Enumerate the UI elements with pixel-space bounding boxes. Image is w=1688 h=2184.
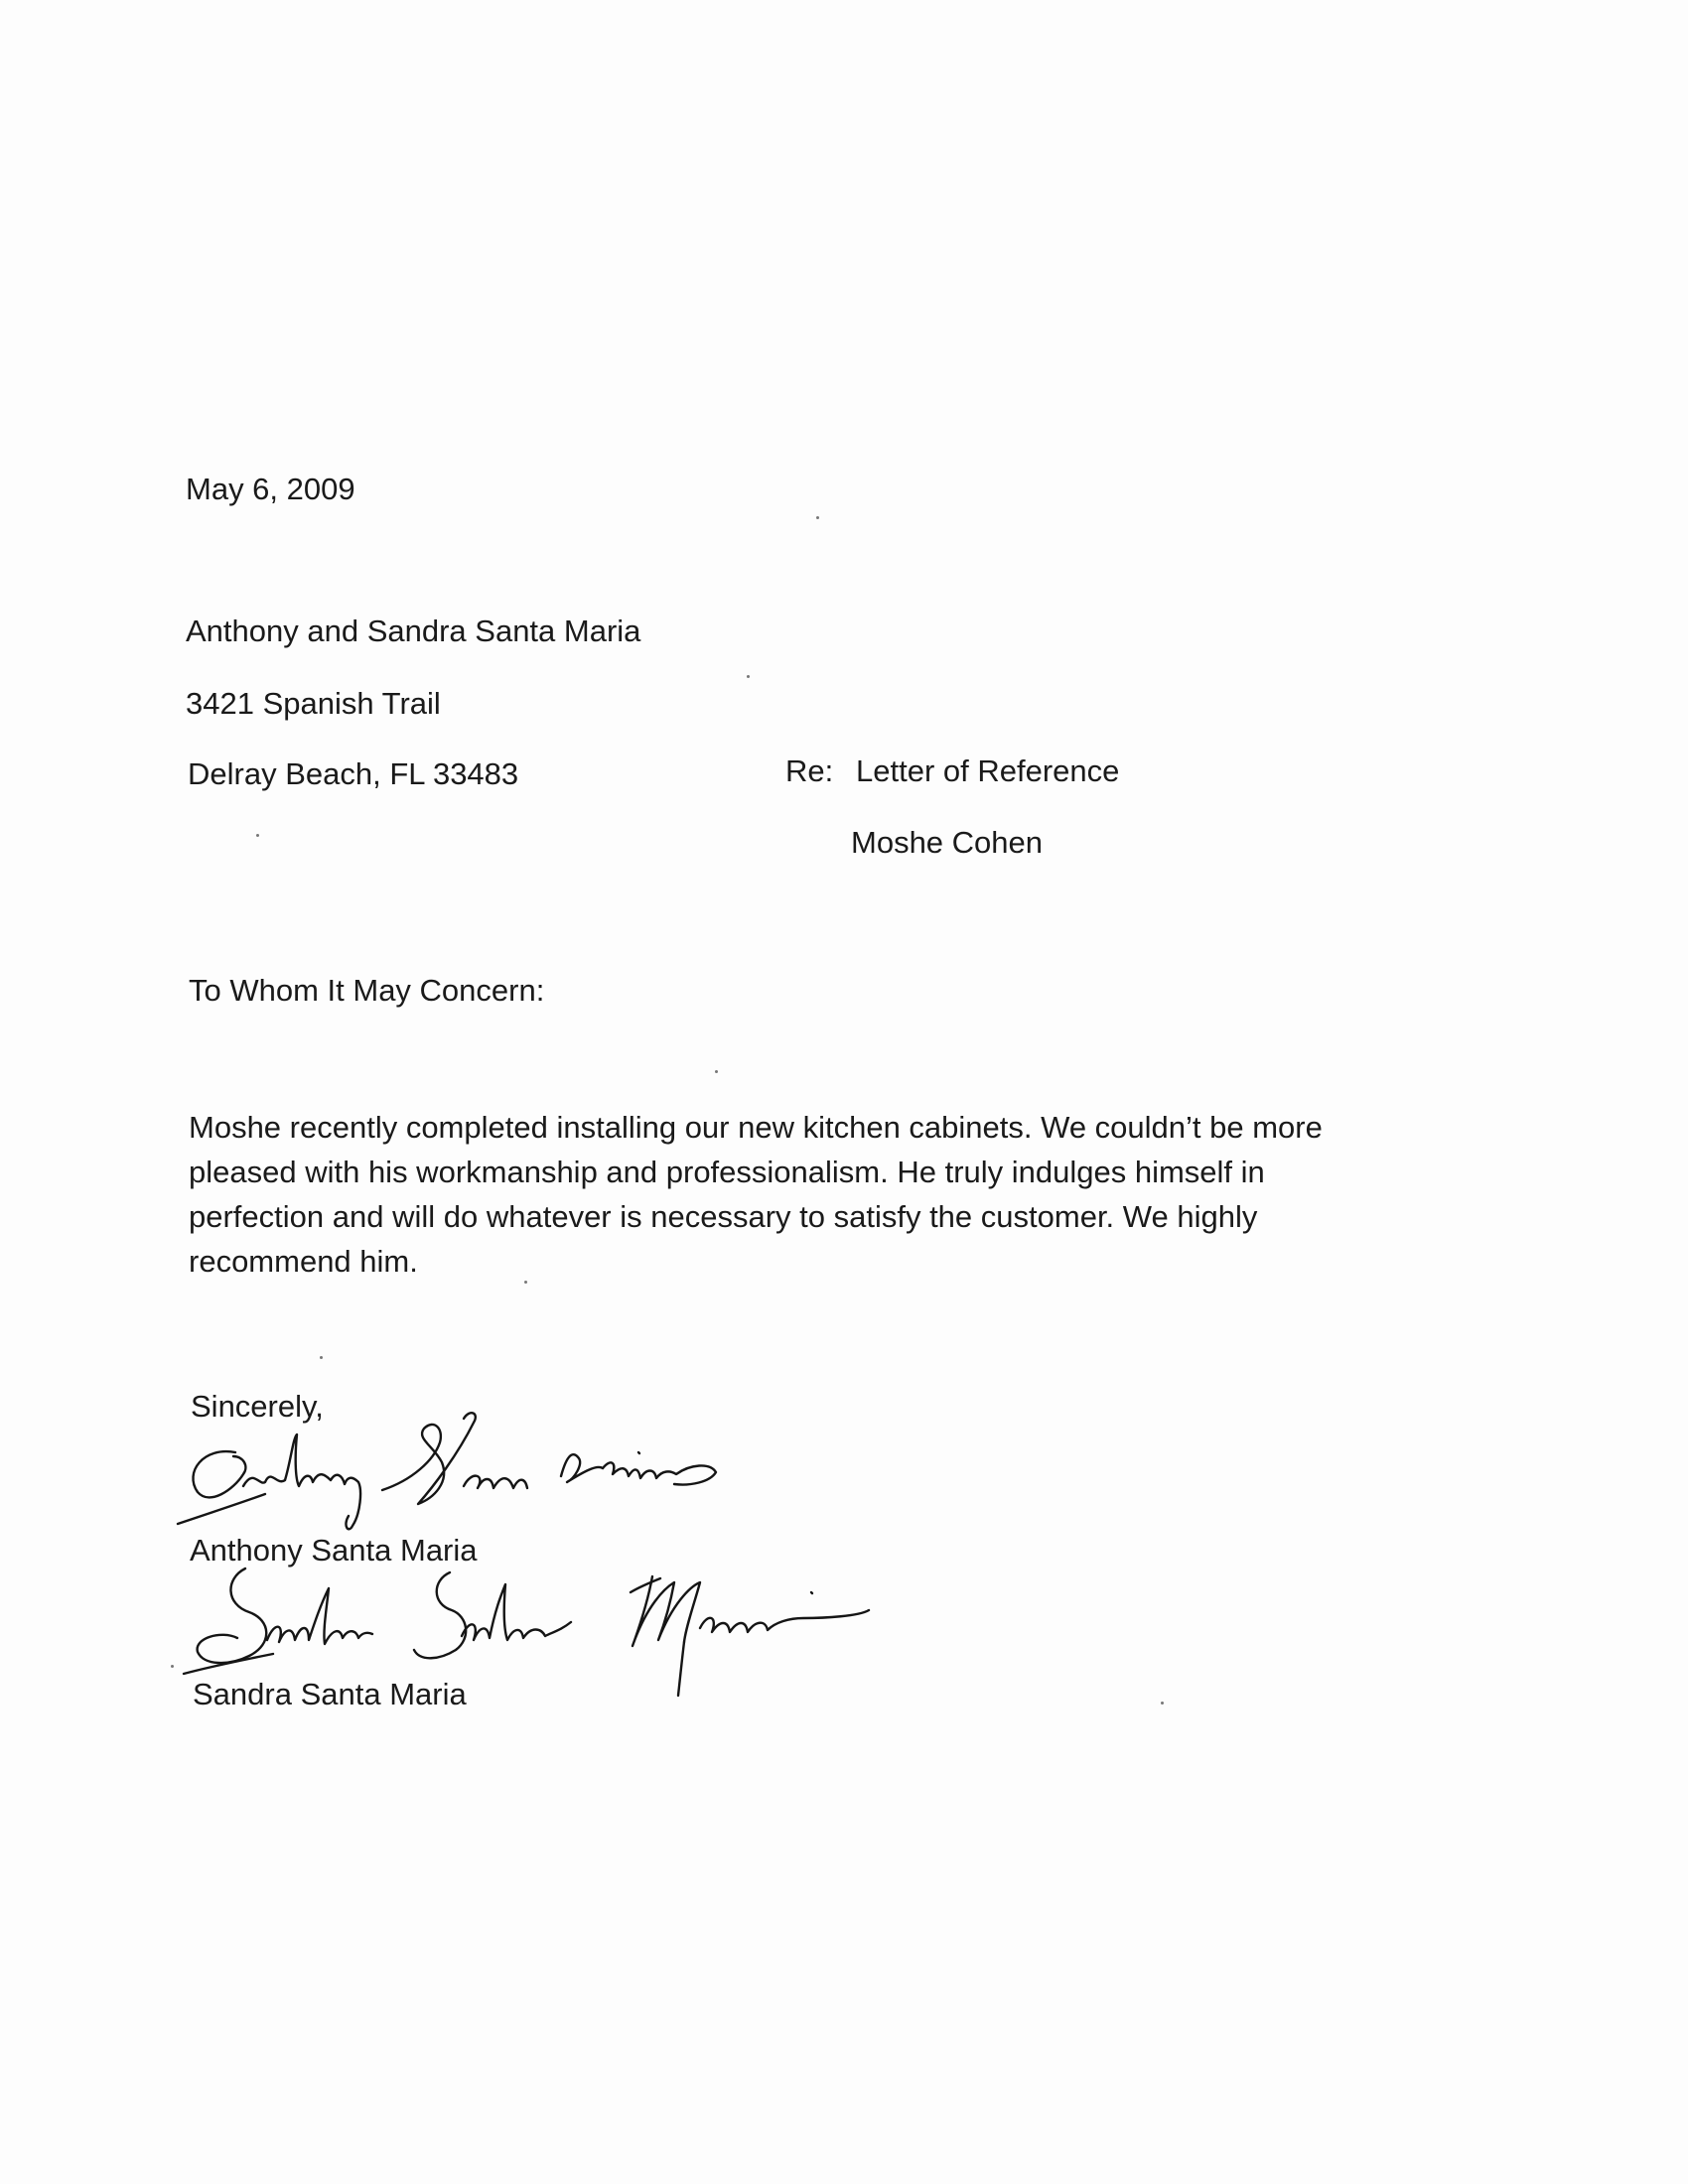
scan-speck	[524, 1281, 527, 1284]
scan-speck	[171, 1665, 174, 1668]
re-subject: Letter of Reference	[856, 753, 1120, 788]
body-line: recommend him.	[189, 1244, 418, 1279]
salutation: To Whom It May Concern:	[189, 973, 545, 1008]
re-person: Moshe Cohen	[851, 825, 1044, 860]
sender-street: 3421 Spanish Trail	[186, 686, 441, 721]
body-line: pleased with his workmanship and professionalism. He truly indulges himself in	[189, 1155, 1265, 1189]
printed-name-anthony: Anthony Santa Maria	[190, 1533, 478, 1568]
scan-speck	[747, 675, 750, 678]
letter-date: May 6, 2009	[186, 472, 355, 506]
printed-name-sandra: Sandra Santa Maria	[193, 1677, 467, 1711]
scan-speck	[1161, 1702, 1164, 1705]
letter-body	[189, 1105, 1479, 1284]
sender-city-state-zip: Delray Beach, FL 33483	[188, 756, 519, 791]
scan-speck	[256, 834, 259, 837]
body-line: Moshe recently completed installing our new kitchen cabinets. We couldn’t be more	[189, 1110, 1323, 1145]
body-line: perfection and will do whatever is necessary to satisfy the customer. We highly	[189, 1199, 1258, 1234]
scan-speck	[715, 1070, 718, 1073]
re-label: Re:	[785, 753, 834, 788]
closing: Sincerely,	[191, 1389, 324, 1424]
sender-name: Anthony and Sandra Santa Maria	[186, 614, 641, 648]
scan-speck	[320, 1356, 323, 1359]
scan-speck	[816, 516, 819, 519]
